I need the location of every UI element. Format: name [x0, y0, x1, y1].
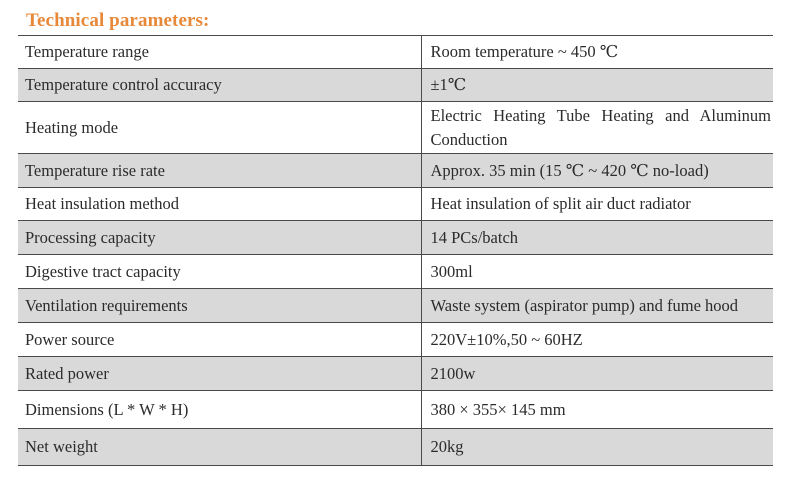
param-label: Heating mode: [25, 117, 119, 137]
param-value: Room temperature ~ 450 ℃: [421, 36, 773, 69]
param-value: 14 PCs/batch: [421, 221, 773, 255]
table-row: [18, 429, 773, 466]
param-value: 380 × 355× 145 mm: [421, 391, 773, 429]
table-row: [18, 36, 773, 69]
param-label: Temperature control accuracy: [18, 69, 421, 102]
param-label: Processing capacity: [18, 221, 421, 255]
table-row: [18, 221, 773, 255]
table-row: [18, 188, 773, 221]
param-label: Rated power: [18, 357, 421, 391]
technical-parameters-table: [18, 35, 773, 466]
param-value: Heat insulation of split air duct radiator: [421, 188, 773, 221]
param-label: Power source: [25, 329, 115, 349]
param-value: 220V±10%,50 ~ 60HZ: [421, 323, 773, 357]
param-label: Dimensions (L * W * H): [25, 399, 189, 419]
table-row: [18, 69, 773, 102]
param-value: ±1℃: [421, 69, 773, 102]
param-label: Temperature range: [25, 42, 149, 61]
table-row: [18, 357, 773, 391]
param-value: Electric Heating Tube Heating and Aluminum Conduction: [421, 102, 773, 154]
param-value: 300ml: [421, 255, 773, 289]
param-value: 2100w: [421, 357, 773, 391]
param-value: Waste system (aspirator pump) and fume hood: [421, 289, 773, 323]
table-row: [18, 323, 773, 357]
param-label: Net weight: [18, 429, 421, 466]
param-label: Temperature rise rate: [18, 154, 421, 188]
param-value: 20kg: [421, 429, 773, 466]
table-row: [18, 391, 773, 429]
param-label: Heat insulation method: [25, 194, 179, 213]
table-row: [18, 255, 773, 289]
param-label: Ventilation requirements: [18, 289, 421, 323]
table-row: [18, 289, 773, 323]
param-value: Approx. 35 min (15 ℃ ~ 420 ℃ no-load): [421, 154, 773, 188]
section-heading: Technical parameters:: [26, 10, 210, 31]
param-label: Digestive tract capacity: [25, 261, 181, 281]
table-row: [18, 154, 773, 188]
table-row: [18, 102, 773, 154]
